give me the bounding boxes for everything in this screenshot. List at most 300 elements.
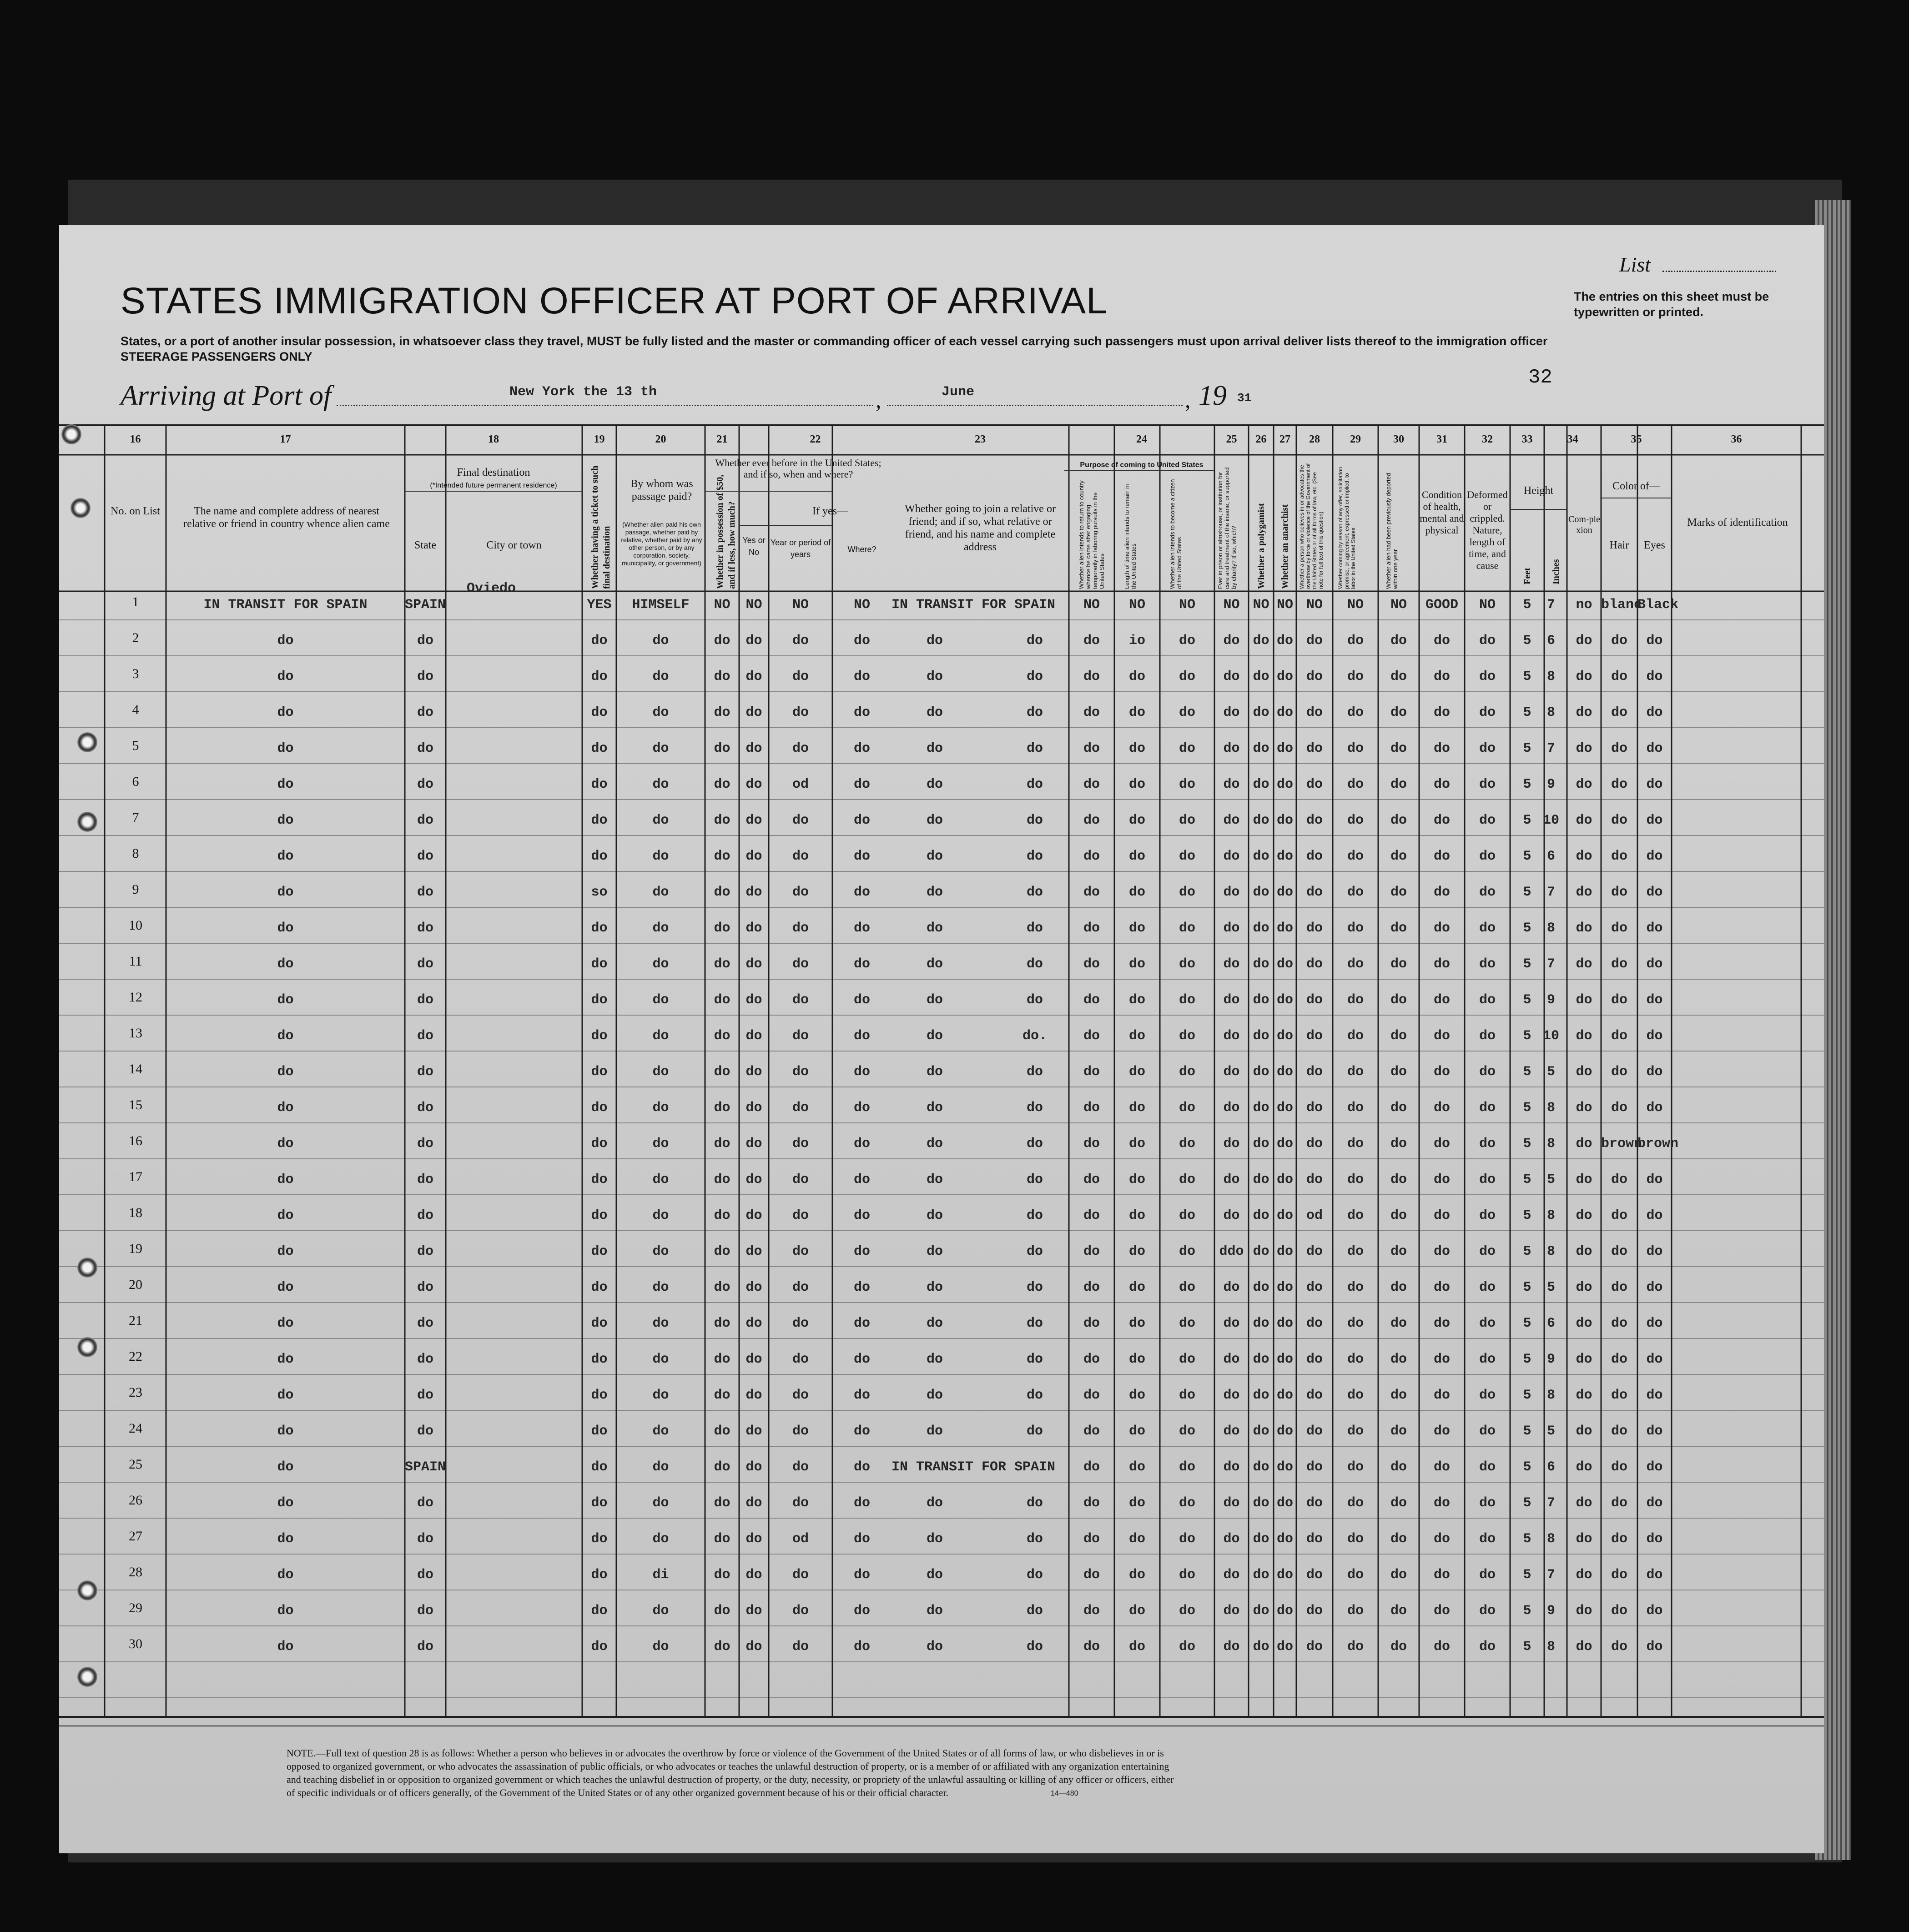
purpose-length-cell: do	[1128, 1495, 1145, 1511]
deformed-cell: do	[1479, 1100, 1496, 1116]
complexion-cell: do	[1576, 1208, 1592, 1223]
question-28-cell: do	[1306, 1531, 1323, 1547]
prison-cell: do	[1223, 813, 1240, 828]
purpose-return-cell: do	[1083, 921, 1100, 936]
join-relative-cell: do	[1026, 992, 1043, 1008]
deformed-cell: do	[1479, 1459, 1496, 1475]
purpose-return-cell: do	[1083, 777, 1100, 792]
question-28-cell: do	[1306, 1100, 1323, 1116]
height-inches-cell: 8	[1546, 1639, 1555, 1655]
eyes-cell: do	[1646, 1495, 1663, 1511]
relative-cell: do	[277, 1172, 294, 1187]
join-relative-cell: do	[926, 633, 943, 649]
purpose-citizen-cell: do	[1179, 741, 1195, 756]
deported-cell: do	[1390, 633, 1407, 649]
join-relative-cell: do	[1026, 777, 1043, 792]
deformed-cell: do	[1479, 1316, 1496, 1331]
health-cell: do	[1433, 1388, 1450, 1403]
height-feet-cell: 5	[1523, 849, 1531, 864]
height-inches-cell: 8	[1546, 705, 1555, 720]
deformed-cell: NO	[1479, 597, 1496, 613]
column-header-ever-before: Whether ever before in the United States; and if so, when and where?	[715, 457, 881, 480]
health-cell: do	[1433, 1244, 1450, 1259]
join-relative-cell: do	[926, 1172, 943, 1187]
ticket-cell: do	[591, 1567, 608, 1583]
join-relative-cell: do	[926, 777, 943, 792]
purpose-length-cell: do	[1128, 741, 1145, 756]
height-feet-cell: 5	[1523, 1639, 1531, 1655]
eyes-cell: do	[1646, 1459, 1663, 1475]
been-before-cell: do	[745, 1424, 762, 1439]
join-relative-cell: do	[1026, 741, 1043, 756]
column-header-final-destination: Final destination	[457, 467, 530, 478]
where-cell: do	[853, 669, 870, 684]
relative-cell: do	[277, 1316, 294, 1331]
purpose-return-cell: do	[1083, 1459, 1100, 1475]
ticket-cell: do	[591, 1352, 608, 1367]
prison-cell: do	[1223, 741, 1240, 756]
hair-cell: do	[1611, 1280, 1627, 1295]
been-before-cell: NO	[745, 597, 762, 613]
column-header-passage: By whom was passage paid?	[630, 478, 693, 503]
paid-by-cell: do	[652, 1352, 669, 1367]
eyes-cell: do	[1646, 1567, 1663, 1583]
height-inches-cell: 7	[1546, 885, 1555, 900]
prison-cell: do	[1223, 1495, 1240, 1511]
deported-cell: do	[1390, 1424, 1407, 1439]
purpose-length-cell: NO	[1128, 597, 1145, 613]
ticket-cell: do	[591, 777, 608, 792]
money-cell: do	[714, 956, 730, 972]
relative-cell: do	[277, 1064, 294, 1080]
health-cell: do	[1433, 633, 1450, 649]
height-feet-cell: 5	[1523, 1316, 1531, 1331]
period-cell: do	[792, 1064, 809, 1080]
where-cell: do	[853, 1567, 870, 1583]
prison-cell: do	[1223, 885, 1240, 900]
labor-offer-cell: do	[1347, 777, 1364, 792]
health-cell: do	[1433, 1136, 1450, 1152]
join-relative-cell: do	[1026, 1495, 1043, 1511]
ticket-cell: do	[591, 1459, 608, 1475]
row-number: 21	[129, 1313, 142, 1328]
binding-hole	[77, 1258, 97, 1278]
been-before-cell: do	[745, 1352, 762, 1367]
purpose-return-cell: do	[1083, 1567, 1100, 1583]
question-28-cell: do	[1306, 1424, 1323, 1439]
relative-cell: do	[277, 1531, 294, 1547]
form-number: 14—480	[1051, 1790, 1078, 1797]
health-cell: do	[1433, 921, 1450, 936]
eyes-cell: do	[1646, 1100, 1663, 1116]
deported-cell: do	[1390, 777, 1407, 792]
complexion-cell: do	[1576, 1280, 1592, 1295]
purpose-citizen-cell: do	[1179, 1459, 1195, 1475]
complexion-cell: do	[1576, 1388, 1592, 1403]
state-cell: do	[417, 992, 433, 1008]
complexion-cell: do	[1576, 885, 1592, 900]
health-cell: do	[1433, 1495, 1450, 1511]
paid-by-cell: do	[652, 1100, 669, 1116]
money-cell: do	[714, 1028, 730, 1044]
paid-by-cell: do	[652, 1388, 669, 1403]
period-cell: do	[792, 921, 809, 936]
where-cell: do	[853, 1100, 870, 1116]
question-28-cell: do	[1306, 1352, 1323, 1367]
polygamist-cell: do	[1253, 669, 1269, 684]
join-relative-cell: do	[1026, 1531, 1043, 1547]
deported-cell: do	[1390, 1136, 1407, 1152]
state-cell: do	[417, 777, 433, 792]
labor-offer-cell: do	[1347, 1316, 1364, 1331]
where-cell: do	[853, 1639, 870, 1655]
question-28-cell: do	[1306, 813, 1323, 828]
money-cell: do	[714, 885, 730, 900]
purpose-length-cell: do	[1128, 1639, 1145, 1655]
hair-cell: do	[1611, 1459, 1627, 1475]
hair-cell: do	[1611, 1567, 1627, 1583]
prison-cell: ddo	[1219, 1244, 1244, 1259]
column-number: 20	[655, 433, 666, 445]
height-feet-cell: 5	[1523, 813, 1531, 828]
polygamist-cell: do	[1253, 1100, 1269, 1116]
prison-cell: do	[1223, 705, 1240, 720]
health-cell: do	[1433, 669, 1450, 684]
ticket-cell: do	[591, 956, 608, 972]
where-cell: do	[853, 1172, 870, 1187]
ticket-cell: do	[591, 705, 608, 720]
binding-hole	[77, 1580, 97, 1600]
deformed-cell: do	[1479, 849, 1496, 864]
been-before-cell: do	[745, 921, 762, 936]
where-cell: do	[853, 1352, 870, 1367]
purpose-return-cell: do	[1083, 1028, 1100, 1044]
health-cell: GOOD	[1425, 597, 1458, 613]
deported-cell: do	[1390, 1244, 1407, 1259]
column-header-passage-note: (Whether alien paid his own passage, whether paid by relative, whether paid by any other person, or by any corporation, society, municipality, or government)	[621, 521, 702, 567]
purpose-return-cell: do	[1083, 1352, 1100, 1367]
hair-cell: blanc	[1601, 597, 1642, 613]
anarchist-cell: do	[1276, 1639, 1293, 1655]
money-cell: do	[714, 777, 730, 792]
labor-offer-cell: do	[1347, 1388, 1364, 1403]
labor-offer-cell: do	[1347, 1352, 1364, 1367]
height-inches-cell: 8	[1546, 1388, 1555, 1403]
join-relative-cell: do	[1026, 1639, 1043, 1655]
relative-cell: do	[277, 1567, 294, 1583]
anarchist-cell: do	[1276, 1352, 1293, 1367]
prison-cell: do	[1223, 1531, 1240, 1547]
polygamist-cell: do	[1253, 1495, 1269, 1511]
money-cell: do	[714, 1064, 730, 1080]
arrival-label: Arriving at Port of	[121, 380, 332, 411]
question-28-cell: do	[1306, 1316, 1323, 1331]
ticket-cell: do	[591, 1100, 608, 1116]
eyes-cell: do	[1646, 705, 1663, 720]
prison-cell: do	[1223, 1352, 1240, 1367]
hair-cell: do	[1611, 1352, 1627, 1367]
purpose-return-cell: do	[1083, 705, 1100, 720]
money-cell: do	[714, 1459, 730, 1475]
where-cell: do	[853, 777, 870, 792]
labor-offer-cell: do	[1347, 633, 1364, 649]
labor-offer-cell: do	[1347, 1459, 1364, 1475]
column-number: 27	[1279, 433, 1290, 445]
binding-hole	[77, 812, 97, 832]
join-relative-cell: do	[926, 1639, 943, 1655]
paid-by-cell: do	[652, 1495, 669, 1511]
hair-cell: do	[1611, 1244, 1627, 1259]
height-feet-cell: 5	[1523, 1388, 1531, 1403]
purpose-return-cell: do	[1083, 992, 1100, 1008]
paid-by-cell: do	[652, 1424, 669, 1439]
column-header-purpose-c: Whether alien intends to become a citizen of the United States	[1169, 479, 1183, 589]
purpose-length-cell: do	[1128, 956, 1145, 972]
anarchist-cell: do	[1276, 1244, 1293, 1259]
complexion-cell: do	[1576, 992, 1592, 1008]
deported-cell: do	[1390, 921, 1407, 936]
eyes-cell: do	[1646, 813, 1663, 828]
state-cell: do	[417, 1136, 433, 1152]
purpose-length-cell: do	[1128, 1280, 1145, 1295]
money-cell: do	[714, 1567, 730, 1583]
purpose-citizen-cell: do	[1179, 1316, 1195, 1331]
eyes-cell: brown	[1637, 1136, 1679, 1152]
join-relative-cell: do	[1026, 633, 1043, 649]
city-cell: Oviedo	[466, 581, 516, 596]
row-number: 29	[129, 1600, 142, 1615]
labor-offer-cell: do	[1347, 956, 1364, 972]
been-before-cell: do	[745, 1603, 762, 1619]
height-feet-cell: 5	[1523, 1064, 1531, 1080]
polygamist-cell: do	[1253, 777, 1269, 792]
purpose-citizen-cell: do	[1179, 1495, 1195, 1511]
hair-cell: do	[1611, 669, 1627, 684]
hair-cell: do	[1611, 956, 1627, 972]
money-cell: do	[714, 1639, 730, 1655]
deported-cell: do	[1390, 705, 1407, 720]
height-feet-cell: 5	[1523, 633, 1531, 649]
anarchist-cell: do	[1276, 1280, 1293, 1295]
where-cell: do	[853, 1244, 870, 1259]
been-before-cell: do	[745, 956, 762, 972]
state-cell: SPAIN	[405, 1459, 446, 1475]
where-cell: do	[853, 705, 870, 720]
been-before-cell: do	[745, 777, 762, 792]
complexion-cell: do	[1576, 633, 1592, 649]
height-feet-cell: 5	[1523, 1603, 1531, 1619]
state-cell: do	[417, 1495, 433, 1511]
eyes-cell: do	[1646, 849, 1663, 864]
column-header-where: Where?	[847, 545, 876, 554]
passenger-class: STEERAGE PASSENGERS ONLY	[121, 350, 312, 363]
paid-by-cell: do	[652, 1064, 669, 1080]
ticket-cell: do	[591, 1280, 608, 1295]
purpose-citizen-cell: do	[1179, 956, 1195, 972]
height-feet-cell: 5	[1523, 921, 1531, 936]
purpose-return-cell: do	[1083, 1495, 1100, 1511]
state-cell: do	[417, 1424, 433, 1439]
been-before-cell: do	[745, 669, 762, 684]
height-feet-cell: 5	[1523, 777, 1531, 792]
anarchist-cell: do	[1276, 885, 1293, 900]
where-cell: do	[853, 1388, 870, 1403]
state-cell: do	[417, 1028, 433, 1044]
sheet-number: 32	[1528, 366, 1552, 389]
eyes-cell: do	[1646, 1208, 1663, 1223]
hair-cell: do	[1611, 1531, 1627, 1547]
question-28-cell: do	[1306, 669, 1323, 684]
prison-cell: do	[1223, 849, 1240, 864]
eyes-cell: do	[1646, 1531, 1663, 1547]
period-cell: do	[792, 1639, 809, 1655]
polygamist-cell: do	[1253, 1172, 1269, 1187]
polygamist-cell: do	[1253, 849, 1269, 864]
complexion-cell: do	[1576, 849, 1592, 864]
been-before-cell: do	[745, 1028, 762, 1044]
row-number: 15	[129, 1097, 142, 1112]
paid-by-cell: do	[652, 992, 669, 1008]
been-before-cell: do	[745, 741, 762, 756]
health-cell: do	[1433, 1208, 1450, 1223]
column-number: 36	[1731, 433, 1742, 445]
been-before-cell: do	[745, 1100, 762, 1116]
anarchist-cell: do	[1276, 669, 1293, 684]
deformed-cell: do	[1479, 1136, 1496, 1152]
join-relative-cell: do	[1026, 1316, 1043, 1331]
join-relative-cell: do	[1026, 1172, 1043, 1187]
paid-by-cell: do	[652, 885, 669, 900]
health-cell: do	[1433, 885, 1450, 900]
relative-cell: do	[277, 1136, 294, 1152]
purpose-citizen-cell: do	[1179, 849, 1195, 864]
complexion-cell: do	[1576, 956, 1592, 972]
where-cell: do	[853, 1064, 870, 1080]
ticket-cell: do	[591, 921, 608, 936]
join-relative-cell: IN TRANSIT FOR SPAIN	[892, 1459, 1056, 1475]
join-relative-cell: do	[926, 1316, 943, 1331]
join-relative-cell: do	[926, 741, 943, 756]
money-cell: do	[714, 669, 730, 684]
paid-by-cell: di	[652, 1567, 669, 1583]
row-number: 30	[129, 1636, 142, 1651]
purpose-length-cell: do	[1128, 1424, 1145, 1439]
money-cell: do	[714, 1208, 730, 1223]
complexion-cell: do	[1576, 813, 1592, 828]
labor-offer-cell: do	[1347, 1244, 1364, 1259]
prison-cell: do	[1223, 669, 1240, 684]
period-cell: do	[792, 669, 809, 684]
deformed-cell: do	[1479, 956, 1496, 972]
question-28-cell: do	[1306, 1459, 1323, 1475]
column-header-eyes: Eyes	[1644, 539, 1665, 551]
purpose-citizen-cell: do	[1179, 1388, 1195, 1403]
height-inches-cell: 6	[1546, 633, 1555, 649]
height-inches-cell: 9	[1546, 1603, 1555, 1619]
deported-cell: do	[1390, 992, 1407, 1008]
money-cell: do	[714, 1531, 730, 1547]
relative-cell: do	[277, 669, 294, 684]
hair-cell: do	[1611, 1064, 1627, 1080]
where-cell: do	[853, 849, 870, 864]
year-prefix: 19	[1199, 380, 1227, 411]
purpose-return-cell: do	[1083, 1280, 1100, 1295]
labor-offer-cell: do	[1347, 705, 1364, 720]
period-cell: do	[792, 1100, 809, 1116]
state-cell: do	[417, 1100, 433, 1116]
join-relative-cell: do	[926, 1495, 943, 1511]
column-header-complexion: Com-plexion	[1568, 514, 1600, 535]
ticket-cell: do	[591, 1028, 608, 1044]
labor-offer-cell: do	[1347, 813, 1364, 828]
column-number: 34	[1567, 433, 1578, 445]
deformed-cell: do	[1479, 741, 1496, 756]
deformed-cell: do	[1479, 1388, 1496, 1403]
complexion-cell: do	[1576, 1639, 1592, 1655]
labor-offer-cell: do	[1347, 1028, 1364, 1044]
row-number: 2	[132, 630, 139, 645]
health-cell: do	[1433, 1603, 1450, 1619]
money-cell: do	[714, 633, 730, 649]
period-cell: do	[792, 1136, 809, 1152]
complexion-cell: do	[1576, 741, 1592, 756]
purpose-length-cell: do	[1128, 1172, 1145, 1187]
ticket-cell: do	[591, 669, 608, 684]
health-cell: do	[1433, 777, 1450, 792]
relative-cell: do	[277, 777, 294, 792]
hair-cell: do	[1611, 1172, 1627, 1187]
been-before-cell: do	[745, 1459, 762, 1475]
instructions-text: States, or a port of another insular possession, in whatsoever class they travel, MUST be fully listed and the master or commanding officer of each vessel carrying such passengers must upon arrival deliver lists thereof to the immigration officer	[121, 334, 1548, 348]
prison-cell: do	[1223, 1280, 1240, 1295]
hair-cell: do	[1611, 885, 1627, 900]
column-header-purpose: Purpose of coming to United States	[1080, 461, 1204, 469]
deported-cell: do	[1390, 1495, 1407, 1511]
deported-cell: do	[1390, 1100, 1407, 1116]
height-inches-cell: 5	[1546, 1064, 1555, 1080]
paid-by-cell: do	[652, 1244, 669, 1259]
eyes-cell: do	[1646, 741, 1663, 756]
question-28-cell: do	[1306, 741, 1323, 756]
deformed-cell: do	[1479, 1424, 1496, 1439]
state-cell: SPAIN	[405, 597, 446, 613]
purpose-length-cell: do	[1128, 1028, 1145, 1044]
polygamist-cell: do	[1253, 1208, 1269, 1223]
money-cell: do	[714, 1136, 730, 1152]
where-cell: do	[853, 1028, 870, 1044]
deformed-cell: do	[1479, 1495, 1496, 1511]
purpose-return-cell: do	[1083, 1208, 1100, 1223]
health-cell: do	[1433, 1100, 1450, 1116]
labor-offer-cell: do	[1347, 1603, 1364, 1619]
purpose-citizen-cell: do	[1179, 705, 1195, 720]
hair-cell: do	[1611, 1603, 1627, 1619]
deformed-cell: do	[1479, 633, 1496, 649]
purpose-length-cell: do	[1128, 1531, 1145, 1547]
paid-by-cell: do	[652, 1639, 669, 1655]
binding-hole	[71, 498, 91, 518]
where-cell: do	[853, 1316, 870, 1331]
where-cell: do	[853, 633, 870, 649]
period-cell: do	[792, 1352, 809, 1367]
column-header-polygamist: Whether a polygamist	[1256, 503, 1266, 589]
purpose-length-cell: do	[1128, 669, 1145, 684]
purpose-citizen-cell: do	[1179, 1244, 1195, 1259]
period-cell: do	[792, 1280, 809, 1295]
join-relative-cell: do	[1026, 1280, 1043, 1295]
labor-offer-cell: do	[1347, 1064, 1364, 1080]
arrival-month: June	[942, 384, 975, 400]
